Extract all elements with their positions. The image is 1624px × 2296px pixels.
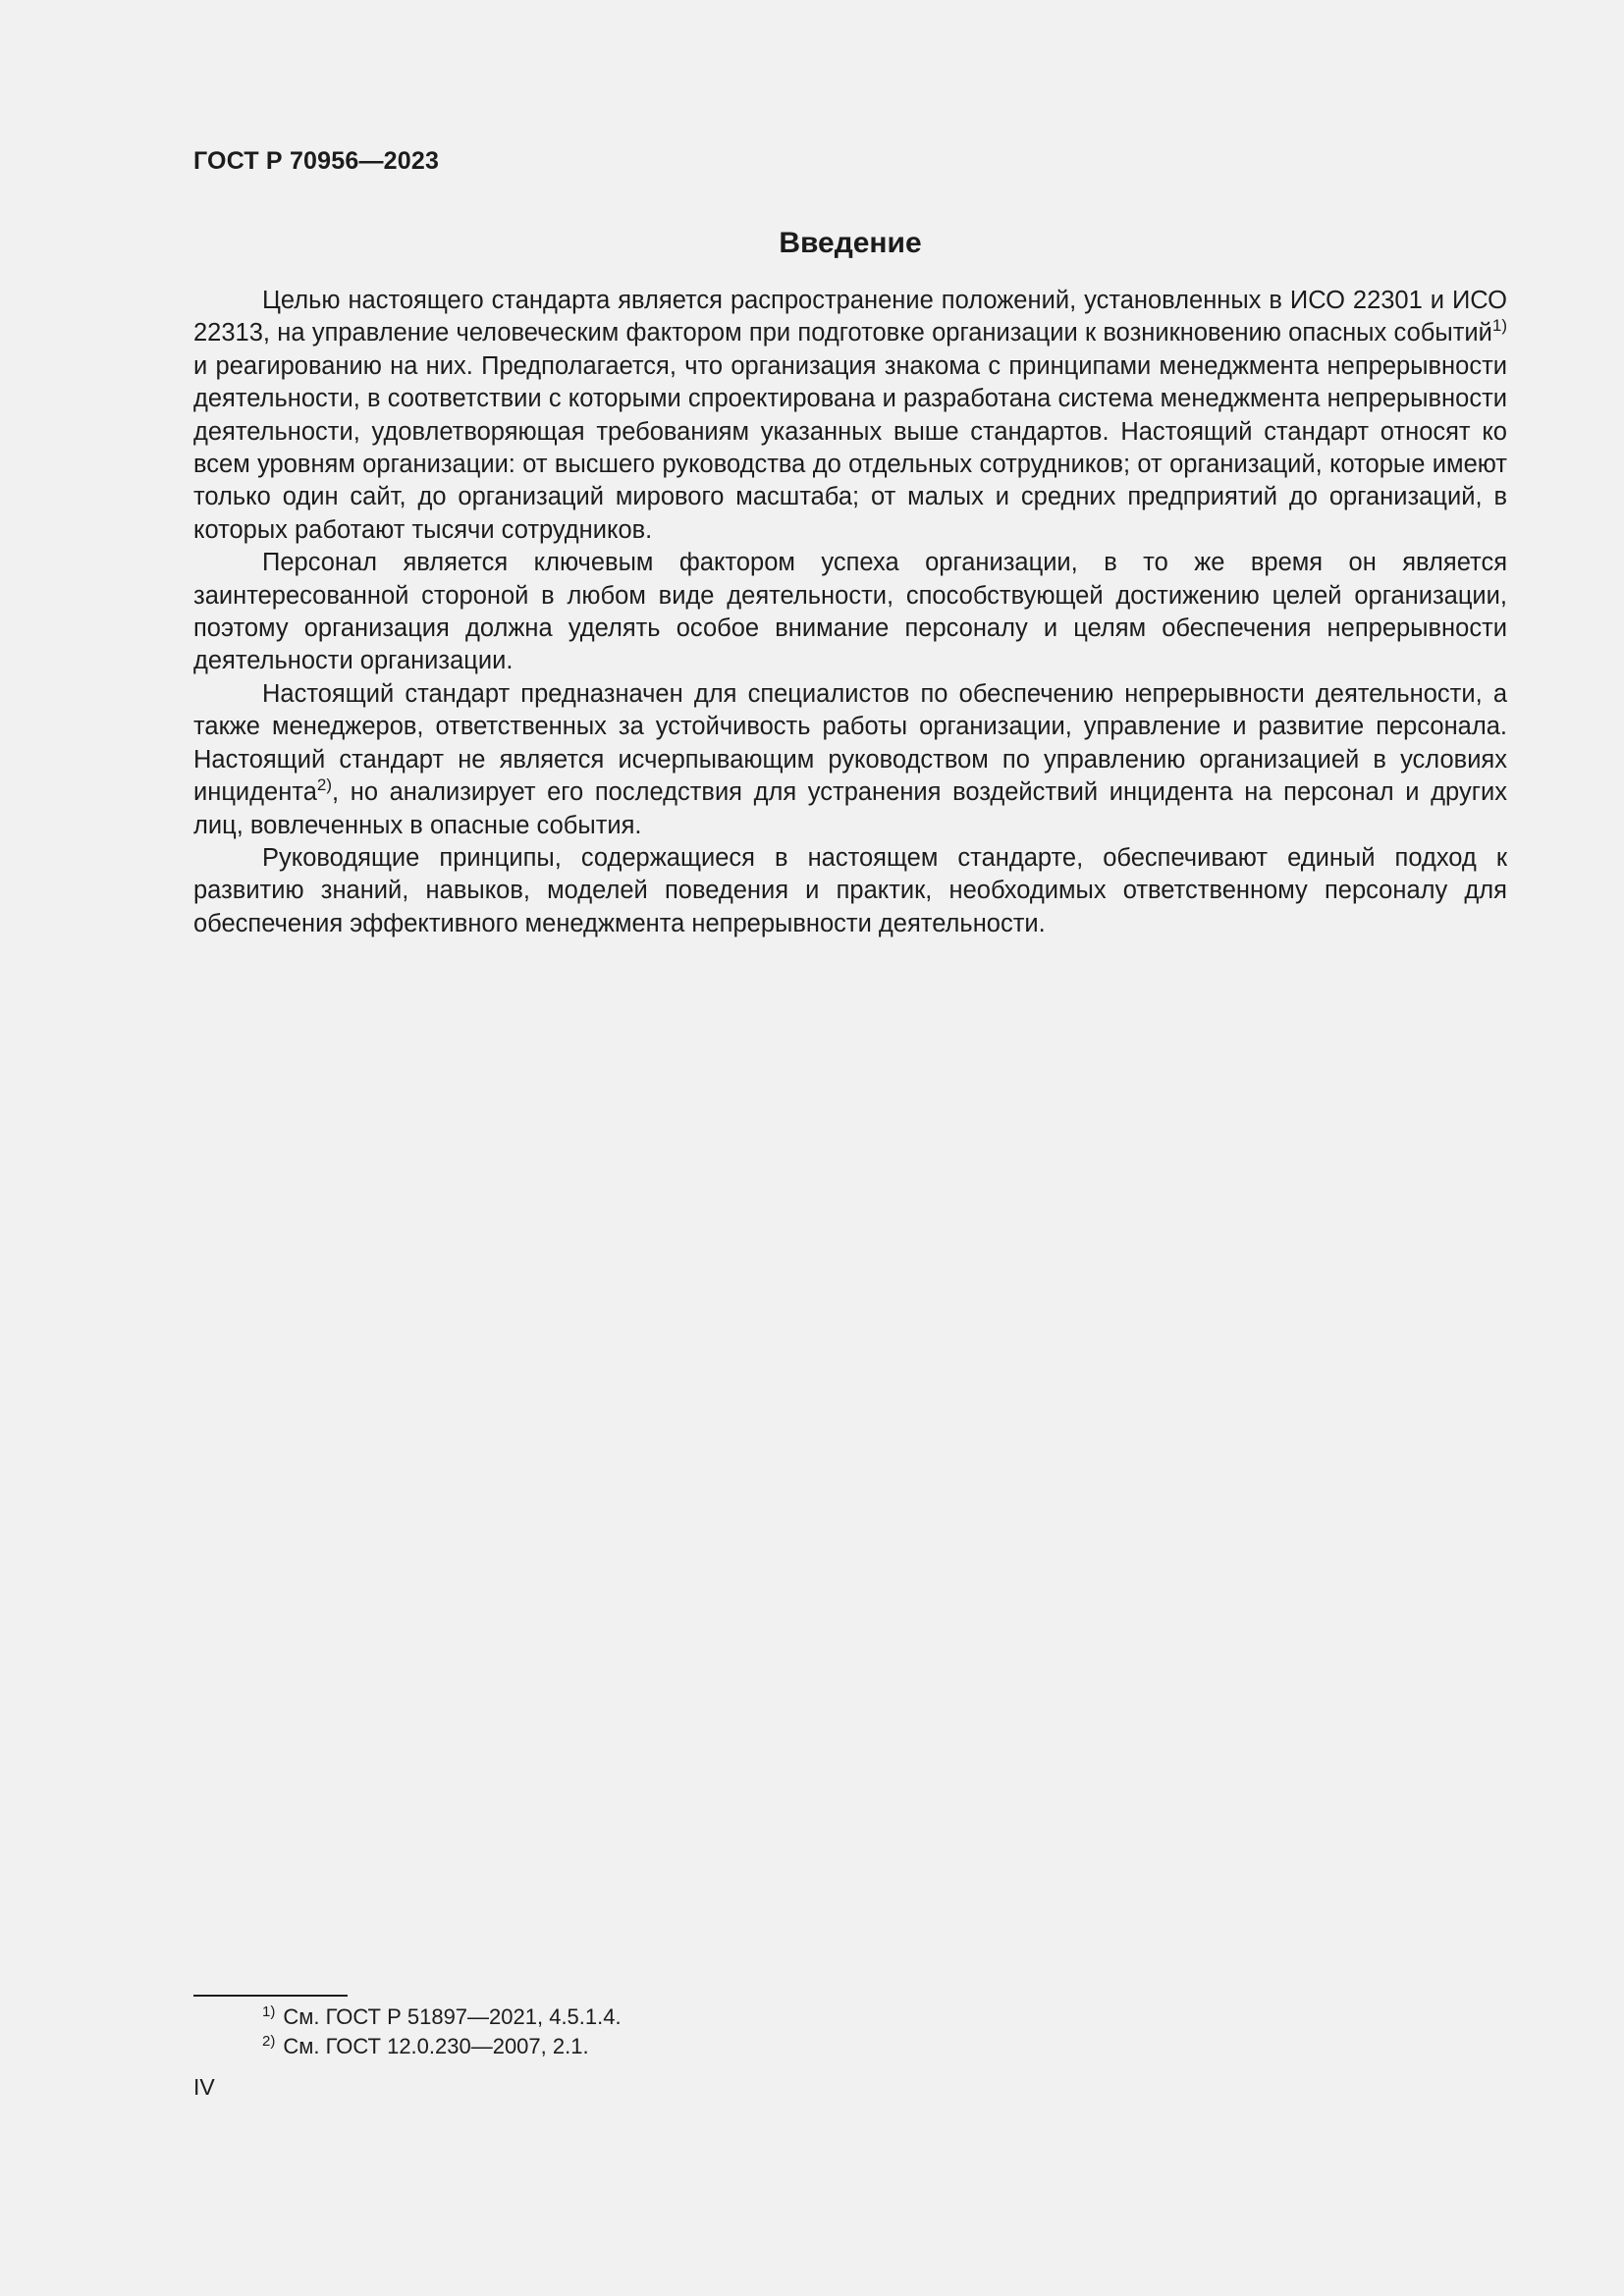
footnote-1 <box>193 2002 1507 2032</box>
footnote-ref-2: 2) <box>316 775 333 795</box>
paragraph-1-text-cont: и реагированию на них. Предполагается, что организация знакома с принципами менеджмента непрерывности деятельности, в соответствии с которыми спроектирована и разработана система менеджмента непрерывности деятельности, удовлетворяющая требованиям указанных выше стандартов. Настоящий стандарт относят ко всем уровням организации: от высшего руководства до отдельных сотрудников; от организаций, которые имеют только один сайт, до организаций мирового масштаба; от малых и средних предприятий до организаций, в которых работают тысячи сотрудников. <box>193 351 1507 544</box>
footnote-2 <box>193 2032 1507 2061</box>
paragraph-1-text: Целью настоящего стандарта является распространение положений, установленных в ИСО 22301 и ИСО 22313, на управление человеческим фактором при подготовке организации к возникновению опасных событий <box>193 287 1507 347</box>
paragraph-2: Персонал является ключевым фактором успеха организации, в то же время он является заинтересованной стороной в любом виде деятельности, способствующей достижению целей организации, поэтому организация должна уделять особое внимание персоналу и целям обеспечения непрерывности деятельности организации. <box>193 549 1507 675</box>
body-text <box>193 285 1507 940</box>
paragraph-4: Руководящие принципы, содержащиеся в настоящем стандарте, обеспечивают единый подход к развитию знаний, навыков, моделей поведения и практик, необходимых ответственному персоналу для обеспечения эффективного менеджмента непрерывности деятельности. <box>193 843 1507 937</box>
footnote-1-mark: 1) <box>262 2003 276 2020</box>
document-designation: ГОСТ Р 70956—2023 <box>193 147 440 175</box>
footnotes <box>193 2002 1507 2061</box>
paragraph-3-text: Настоящий стандарт предназначен для специалистов по обеспечению непрерывности деятельности, а также менеджеров, ответственных за устойчивость работы организации, управление и развитие персонала. Настоящий стандарт не является исчерпывающим руководством по управлению организацией в условиях инцидента <box>193 679 1507 807</box>
footnote-2-text: См. ГОСТ 12.0.230—2007, 2.1. <box>283 2034 589 2058</box>
paragraph-3 <box>193 678 1507 842</box>
section-title: Введение <box>779 227 922 259</box>
footnote-separator <box>193 1995 348 1997</box>
footnote-2-mark: 2) <box>262 2033 276 2050</box>
page-number: IV <box>193 2074 215 2100</box>
paragraph-3-text-cont: , но анализирует его последствия для устранения воздействий инцидента на персонал и других лиц, вовлеченных в опасные события. <box>193 778 1507 839</box>
footnote-1-text: См. ГОСТ Р 51897—2021, 4.5.1.4. <box>283 2004 622 2029</box>
footnote-ref-1: 1) <box>1491 316 1507 336</box>
paragraph-1 <box>193 285 1507 547</box>
